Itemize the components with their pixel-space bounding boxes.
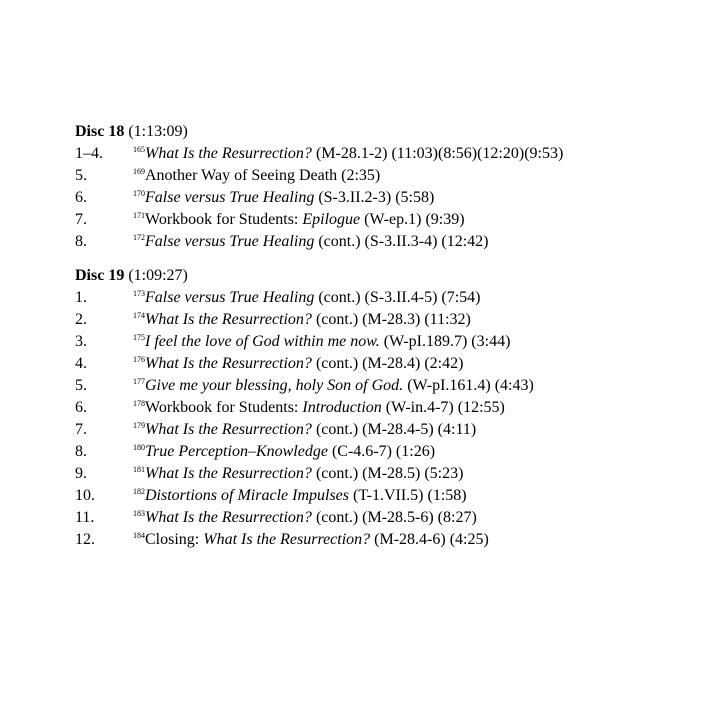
track-content (133, 309, 705, 331)
track-number: 1–4. (75, 145, 103, 162)
track-details: (cont.) (S-3.II.3-4) (12:42) (314, 233, 489, 250)
track-number: 11. (75, 509, 95, 526)
track-number: 4. (75, 355, 87, 372)
disc-label: Disc 18 (75, 123, 125, 140)
track-listing-page (75, 121, 705, 563)
track-row (75, 419, 705, 441)
track-content (133, 231, 705, 253)
track-content (133, 165, 705, 187)
track-number: 6. (75, 399, 87, 416)
disc-duration: (1:13:09) (128, 123, 188, 140)
disc-18-section (75, 121, 705, 253)
track-title-italic: What Is the Resurrection? (145, 355, 312, 372)
track-row (75, 529, 705, 551)
track-content (133, 485, 705, 507)
track-title-plain: Workbook for Students: (145, 399, 303, 416)
track-details: (W-pI.189.7) (3:44) (379, 333, 511, 350)
track-number: 5. (75, 377, 87, 394)
track-number: 7. (75, 421, 87, 438)
track-title-italic: Introduction (302, 399, 382, 416)
track-content (133, 397, 705, 419)
reference-number: 179 (133, 421, 145, 430)
track-details: (M-28.1-2) (11:03)(8:56)(12:20)(9:53) (311, 145, 564, 162)
track-title-italic: Epilogue (302, 211, 361, 228)
disc-duration: (1:09:27) (128, 267, 188, 284)
reference-number: 183 (133, 509, 145, 518)
reference-number: 165 (133, 145, 145, 154)
reference-number: 172 (133, 233, 145, 242)
track-number: 3. (75, 333, 87, 350)
track-row (75, 165, 705, 187)
track-details: (C-4.6-7) (1:26) (327, 443, 436, 460)
track-title-italic: Distortions of Miracle Impulses (145, 487, 349, 504)
track-title-italic: False versus True Healing (145, 189, 315, 206)
track-title-plain: Workbook for Students: (145, 211, 303, 228)
reference-number: 177 (133, 377, 145, 386)
track-row (75, 507, 705, 529)
track-content (133, 143, 705, 165)
track-row (75, 441, 705, 463)
track-title-italic: What Is the Resurrection? (145, 465, 312, 482)
reference-number: 171 (133, 211, 145, 220)
reference-number: 178 (133, 399, 145, 408)
track-row (75, 485, 705, 507)
track-title-italic: I feel the love of God within me now. (145, 333, 380, 350)
track-number: 8. (75, 443, 87, 460)
track-title-italic: What Is the Resurrection? (203, 531, 371, 548)
track-details: (cont.) (M-28.5-6) (8:27) (311, 509, 477, 526)
track-content (133, 529, 705, 551)
track-number: 9. (75, 465, 87, 482)
track-number: 12. (75, 531, 95, 548)
track-row (75, 375, 705, 397)
disc-header (75, 121, 705, 143)
reference-number: 182 (133, 487, 145, 496)
track-details: (cont.) (M-28.3) (11:32) (311, 311, 471, 328)
track-row (75, 143, 705, 165)
track-row (75, 287, 705, 309)
disc-19-section (75, 265, 705, 551)
track-content (133, 419, 705, 441)
track-row (75, 331, 705, 353)
track-content (133, 507, 705, 529)
track-content (133, 209, 705, 231)
reference-number: 173 (133, 289, 145, 298)
track-row (75, 231, 705, 253)
track-row (75, 187, 705, 209)
track-content (133, 441, 705, 463)
track-number: 2. (75, 311, 87, 328)
track-row (75, 309, 705, 331)
reference-number: 170 (133, 189, 145, 198)
track-title-italic: What Is the Resurrection? (145, 421, 312, 438)
track-content (133, 353, 705, 375)
track-content (133, 287, 705, 309)
reference-number: 169 (133, 167, 145, 176)
track-title-italic: False versus True Healing (145, 289, 315, 306)
track-details: (W-pI.161.4) (4:43) (403, 377, 534, 394)
reference-number: 174 (133, 311, 145, 320)
track-row (75, 209, 705, 231)
track-title-italic: False versus True Healing (145, 233, 315, 250)
disc-label: Disc 19 (75, 267, 125, 284)
track-details: (W-in.4-7) (12:55) (381, 399, 505, 416)
track-number: 10. (75, 487, 95, 504)
track-title-italic: What Is the Resurrection? (145, 145, 312, 162)
track-content (133, 375, 705, 397)
reference-number: 181 (133, 465, 145, 474)
track-details: (cont.) (M-28.4-5) (4:11) (311, 421, 477, 438)
track-number: 1. (75, 289, 87, 306)
track-details: (W-ep.1) (9:39) (360, 211, 465, 228)
track-title-italic: Give me your blessing, holy Son of God. (145, 377, 404, 394)
track-details: (cont.) (M-28.4) (2:42) (311, 355, 464, 372)
track-content (133, 331, 705, 353)
track-details: (M-28.4-6) (4:25) (370, 531, 489, 548)
track-title-italic: What Is the Resurrection? (145, 509, 312, 526)
disc-header (75, 265, 705, 287)
reference-number: 176 (133, 355, 145, 364)
track-number: 7. (75, 211, 87, 228)
reference-number: 184 (133, 531, 145, 540)
track-details: (cont.) (M-28.5) (5:23) (311, 465, 464, 482)
track-number: 5. (75, 167, 87, 184)
track-row (75, 397, 705, 419)
track-content (133, 463, 705, 485)
track-row (75, 353, 705, 375)
track-number: 6. (75, 189, 87, 206)
track-content (133, 187, 705, 209)
track-title-italic: What Is the Resurrection? (145, 311, 312, 328)
reference-number: 175 (133, 333, 145, 342)
track-row (75, 463, 705, 485)
track-details: (cont.) (S-3.II.4-5) (7:54) (314, 289, 481, 306)
track-number: 8. (75, 233, 87, 250)
track-details: (T-1.VII.5) (1:58) (349, 487, 467, 504)
track-details: (S-3.II.2-3) (5:58) (314, 189, 435, 206)
track-title-italic: True Perception–Knowledge (145, 443, 328, 460)
track-title-plain: Another Way of Seeing Death (2:35) (145, 167, 381, 184)
track-title-plain: Closing: (145, 531, 204, 548)
reference-number: 180 (133, 443, 145, 452)
